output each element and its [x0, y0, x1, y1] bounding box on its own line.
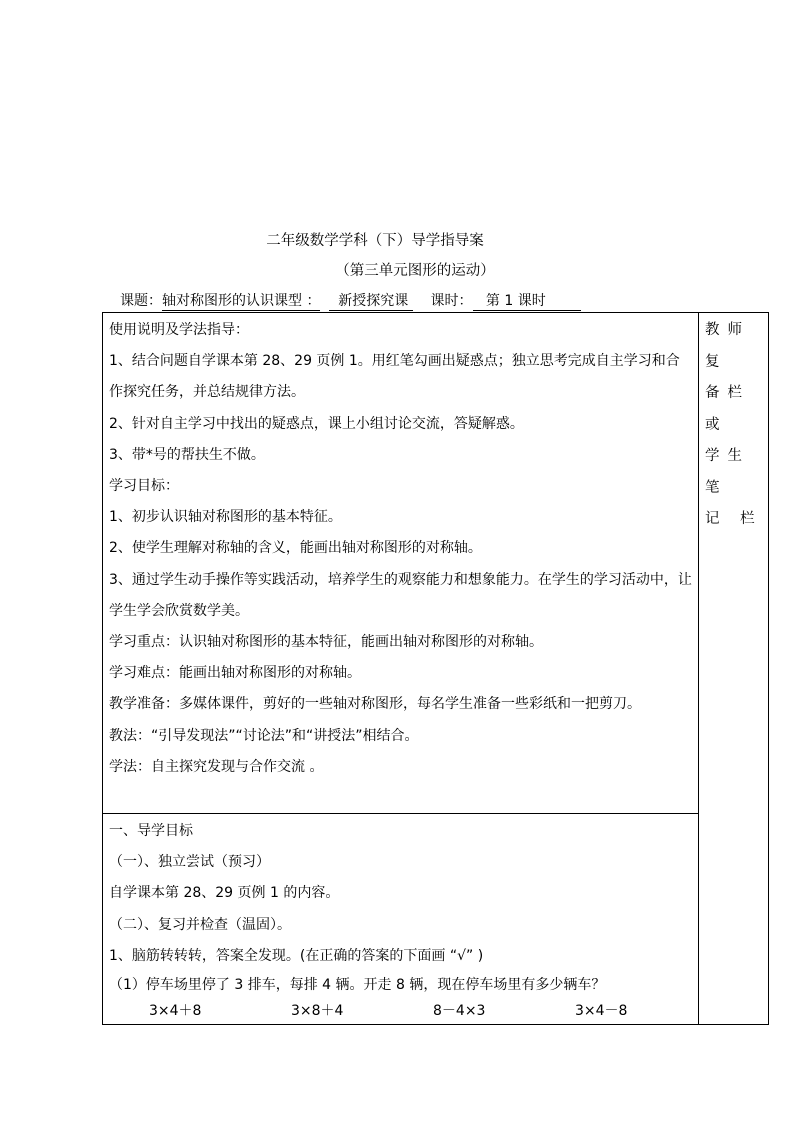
guide-line: 自学课本第 28、29 页例 1 的内容。: [109, 885, 340, 902]
objectives-heading: 学习目标：: [109, 478, 179, 495]
answer-option: 3×4＋8: [149, 1003, 202, 1020]
learning-method: 学法：自主探究发现与合作交流 。: [109, 758, 324, 775]
topic-value: 轴对称图形的认识: [162, 293, 274, 309]
topic-label: 课题：: [120, 293, 162, 309]
guide-cell: [103, 814, 699, 1025]
objective-line: 3、通过学生动手操作等实践活动，培养学生的观察能力和想象能力。在学生的学习活动中，让学生学会欣赏数学美。: [109, 571, 692, 619]
guide-line: （一）、独立尝试（预习）: [109, 854, 270, 871]
question-line: （1）停车场里停了 3 排车，每排 4 辆。开走 8 辆，现在停车场里有多少辆车？: [109, 977, 606, 994]
document-title: 二年级数学学科（下）导学指导案: [266, 233, 484, 249]
preparation: 教学准备：多媒体课件，剪好的一些轴对称图形，每名学生准备一些彩纸和一把剪刀。: [109, 696, 641, 713]
type-value-text: 新授探究课: [338, 293, 409, 309]
answer-option: 3×8＋4: [291, 1003, 344, 1020]
key-point: 学习重点：认识轴对称图形的基本特征，能画出轴对称图形的对称轴。: [109, 634, 543, 651]
instruction-line: 2、针对自主学习中找出的疑惑点，课上小组讨论交流，答疑解惑。: [109, 415, 524, 432]
answer-options: [109, 998, 692, 1024]
guide-heading: 一、导学目标: [109, 823, 193, 839]
type-value: [329, 292, 412, 311]
notes-line: 记 栏: [705, 511, 763, 527]
answer-option: 3×4－8: [575, 1003, 628, 1020]
period-value-text: 第 1 课时: [485, 293, 546, 309]
objective-line: 2、使学生理解对称轴的含义，能画出轴对称图形的对称轴。: [109, 540, 482, 557]
notes-line: 教师复: [705, 322, 750, 370]
guide-line: （二）、复习并检查（温固）。: [109, 916, 291, 933]
objective-line: 1、初步认识轴对称图形的基本特征。: [109, 509, 342, 526]
notes-line: 备栏或: [705, 385, 750, 433]
teaching-method: 教法：“引导发现法”“讨论法”和“讲授法”相结合。: [109, 727, 419, 744]
instructions-cell: [103, 313, 699, 814]
type-label: 课型 ：: [274, 293, 321, 309]
difficulty-point: 学习难点：能画出轴对称图形的对称轴。: [109, 665, 361, 682]
answer-option: 8－4×3: [433, 1003, 486, 1020]
instruction-line: 使用说明及学法指导：: [109, 322, 249, 338]
notes-cell: [699, 313, 769, 1025]
document-subtitle: （第三单元图形的运动）: [335, 263, 495, 279]
notes-line: 学生笔: [705, 448, 750, 496]
lesson-meta: [120, 290, 581, 311]
period-value: [473, 292, 582, 311]
guide-table: [102, 312, 769, 1025]
instruction-line: 3、带*号的帮扶生不做。: [109, 446, 265, 463]
instruction-line: 1、结合问题自学课本第 28、29 页例 1。用红笔勾画出疑惑点；独立思考完成自主学习和合作探究任务，并总结规律方法。: [109, 353, 680, 401]
guide-line: 1、脑筋转转转，答案全发现。(在正确的答案的下面画 “√” ): [109, 947, 484, 964]
period-label: 课时：: [430, 293, 473, 309]
